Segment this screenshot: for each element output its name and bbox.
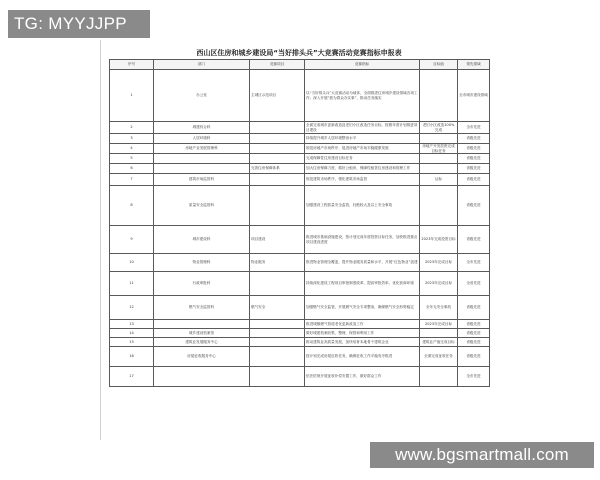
table-cell: 老旧小区改造100%完成 [420,122,458,134]
table-cell: 省级先进 [458,226,490,254]
table-cell [154,320,250,329]
table-cell [420,70,458,122]
table-cell: 建筑业产值完成目标 [420,338,458,347]
table-cell: 燃气安全监管科 [154,296,250,320]
table-cell: 省级先进 [458,347,490,367]
table-cell [250,367,305,387]
header-department: 部门 [154,60,250,70]
table-cell: 3 [110,134,154,144]
table-cell: 全市先进 [458,367,490,387]
table-cell: 加强建设工程质量安全监管，杜绝较大及以上安全事故 [305,186,420,226]
table-cell: 做好城建档案收集、整理、保管和利用工作 [305,329,420,338]
table-cell: 省级先进 [458,154,490,164]
table-cell: 建筑市场监管科 [154,174,250,186]
header-index: 序号 [110,60,154,70]
table-row [110,154,490,164]
table-cell: 2023年完成目标 [420,320,458,329]
table-cell [250,338,305,347]
table-cell: 全年无安全事故 [420,296,458,320]
table-cell [250,272,305,296]
table-cell: 全市先进 [458,254,490,272]
table-cell [420,154,458,164]
table-cell: 加强燃气安全监管，开展燃气安全专项整治，确保燃气安全形势稳定 [305,296,420,320]
table-cell [154,367,250,387]
table-cell: 房地产业发展管理科 [154,144,250,154]
table-row [110,254,490,272]
table-row [110,226,490,254]
table-cell: 8 [110,186,154,226]
table-cell: 物业服务 [250,254,305,272]
table-cell: 全省先进 [458,272,490,296]
table-cell [154,154,250,164]
table-cell: 建筑业发展服务中心 [154,338,250,347]
table-row [110,174,490,186]
table-cell: 全面完成征收任务 [420,347,458,367]
table-cell [250,144,305,154]
table-cell: 规范房地产市场秩序，促进房地产市场平稳健康发展 [305,144,420,154]
table-cell: 16 [110,347,154,367]
table-cell: 14 [110,329,154,338]
table-cell: 主城区示范项目 [250,70,305,122]
table-cell: 12 [110,296,154,320]
table-cell: 2023年完成目标 [420,272,458,296]
table-cell: 房屋征收服务中心 [154,347,250,367]
table-header-row [110,60,490,70]
table-cell: 达标 [420,174,458,186]
table-cell: 城建综合科 [154,122,250,134]
header-target: 目标值 [420,60,458,70]
table-cell [420,134,458,144]
table-row [110,144,490,154]
document-title: 西山区住房和城乡建设局“当好排头兵”大竞赛活动竞赛指标申报表 [196,49,402,57]
table-cell: 省级先进 [458,296,490,320]
table-cell: 质量安全监管科 [154,186,250,226]
table-cell: 城市建设科 [154,226,250,254]
header-project: 竞赛项目 [250,60,305,70]
table-row [110,338,490,347]
channel-tag-overlay: TG: MYYJJPP [8,10,150,38]
table-cell: 省级先进 [458,329,490,338]
table-cell: 5 [110,154,154,164]
table-cell [420,164,458,174]
table-cell: 6 [110,164,154,174]
table-cell [250,174,305,186]
table-row [110,320,490,329]
table-row [110,329,490,338]
table-cell: 2 [110,122,154,134]
table-cell: 行政审批科 [154,272,250,296]
table-cell: 全市先进 [458,122,490,134]
table-cell [250,329,305,338]
table-cell: 17 [110,367,154,387]
table-cell: 持续提升城乡人居环境整治水平 [305,134,420,144]
table-row [110,186,490,226]
table-cell: 省级先进 [458,174,490,186]
application-table [109,59,490,387]
table-cell: 11 [110,272,154,296]
table-row [110,347,490,367]
table-cell: 加大住房保障力度，做好公租房、保障性租赁住房建设和管理工作 [305,164,420,174]
table-cell: 城乡建设档案馆 [154,329,250,338]
table-row [110,122,490,134]
table-cell: 完善住房保障体系 [250,164,305,174]
table-cell [420,329,458,338]
site-watermark: www.bgsmartmall.com [370,442,594,468]
table-cell: 依法依规开展征收补偿安置工作，做好群众工作 [305,367,420,387]
table-cell: 2023年完成投资目标 [420,226,458,254]
table-cell: 全面完成城市更新改造及老旧小区改造任务目标，按照年度计划推进项目建设 [305,122,420,134]
table-cell: 持续深化建设工程项目审批制度改革，提高审批效率，优化营商环境 [305,272,420,296]
table-cell: 人居环境科 [154,134,250,144]
table-row [110,134,490,144]
table-cell: 以“当好排头兵”大竞赛活动为载体，全面推进住房城乡建设领域各项工作；深入开展“我为群众办实事”，推动任务落实 [305,70,420,122]
table-row [110,164,490,174]
header-indicator: 竞赛指标 [305,60,420,70]
table-cell: 13 [110,320,154,329]
table-cell [250,134,305,144]
table-cell: 省级先进 [458,186,490,226]
table-cell [250,320,305,329]
table-cell: 1 [110,70,154,122]
table-cell: 2023年完成目标 [420,254,458,272]
table-cell [250,347,305,367]
table-cell: 推动建筑业高质量发展，加快培育本地骨干建筑企业 [305,338,420,347]
table-cell [250,122,305,134]
table-cell [420,367,458,387]
table-cell: 省级先进 [458,338,490,347]
table-cell: 10 [110,254,154,272]
table-cell [154,164,250,174]
table-cell: 物业管理科 [154,254,250,272]
table-cell: 推进城镇燃气管道老化更新改造工作 [305,320,420,329]
table-cell: 房地产开发投资完成目标任务 [420,144,458,154]
table-cell: 完成保障性住房建设目标任务 [305,154,420,164]
table-row [110,272,490,296]
table-cell: 省级先进 [458,144,490,154]
table-cell: 省级先进 [458,134,490,144]
table-cell: 全市城市建设领域 [458,70,490,122]
table-cell: 办公室 [154,70,250,122]
table-cell: 省级先进 [458,164,490,174]
table-cell: 项目建设 [250,226,305,254]
table-cell: 按计划完成房屋征收任务，确保征收工作平稳有序推进 [305,347,420,367]
table-cell: 7 [110,174,154,186]
table-cell: 4 [110,144,154,154]
table-cell: 省级先进 [458,320,490,329]
document-sheet [100,40,497,440]
table-cell: 燃气安全 [250,296,305,320]
table-row [110,296,490,320]
table-row [110,367,490,387]
table-cell: 推进物业管理全覆盖，提升物业服务质量和水平，开展“红色物业”创建 [305,254,420,272]
table-cell: 规范建筑市场秩序，强化建筑市场监管 [305,174,420,186]
table-body [110,70,490,387]
table-cell [250,154,305,164]
table-cell: 推进城市基础设施建设，按计划完成年度投资目标任务，加快推进重点项目建设进度 [305,226,420,254]
table-cell: 15 [110,338,154,347]
table-row [110,70,490,122]
table-cell: 9 [110,226,154,254]
header-leading-field: 领先领域 [458,60,490,70]
table-cell [420,186,458,226]
table-cell [250,186,305,226]
